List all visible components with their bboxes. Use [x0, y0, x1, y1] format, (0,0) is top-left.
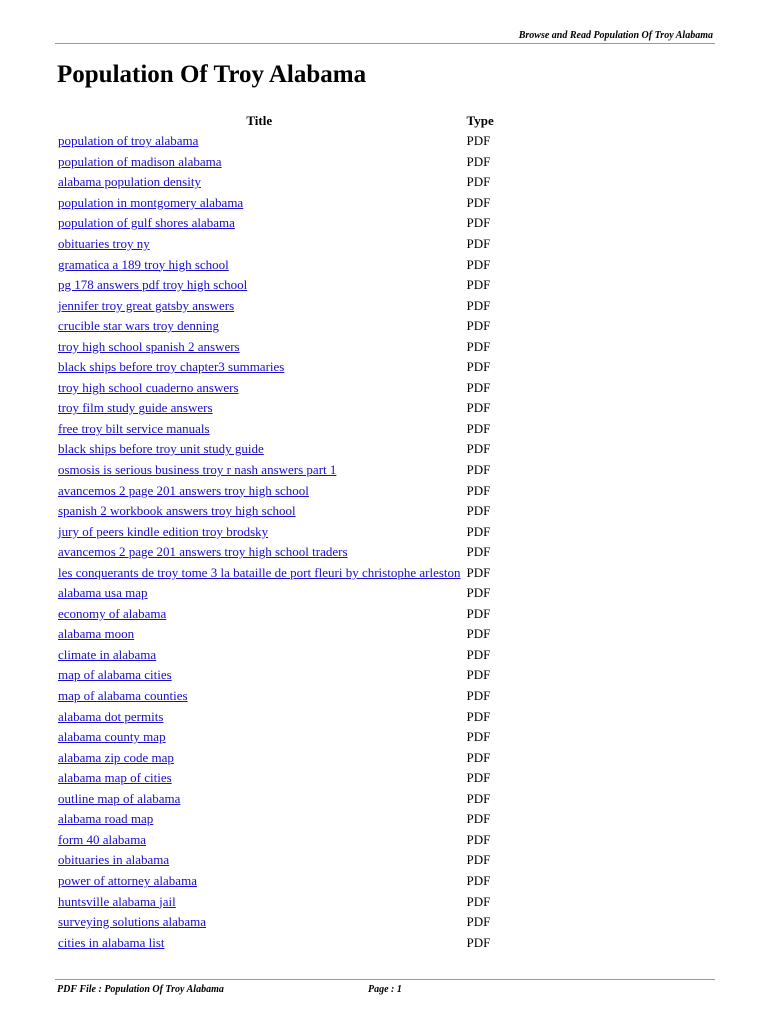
document-link[interactable]: huntsville alabama jail: [58, 893, 176, 909]
document-link[interactable]: gramatica a 189 troy high school: [58, 256, 229, 272]
row-title-cell: [55, 172, 464, 193]
table-row: [55, 830, 497, 851]
document-link[interactable]: obituaries in alabama: [58, 852, 170, 868]
table-row: [55, 562, 497, 583]
document-link[interactable]: alabama map of cities: [58, 770, 172, 786]
row-title-cell: [55, 398, 464, 419]
row-title-cell: [55, 706, 464, 727]
row-title-cell: [55, 213, 464, 234]
table-row: [55, 850, 497, 871]
row-title-cell: [55, 439, 464, 460]
table-row: [55, 234, 497, 255]
table-row: [55, 316, 497, 337]
row-title-cell: [55, 460, 464, 481]
row-type-cell: PDF: [466, 934, 491, 950]
footer-page-number: Page : 1: [368, 984, 402, 995]
document-title: Population Of Troy Alabama: [57, 61, 367, 88]
column-header-type: Type: [466, 112, 494, 128]
row-type-cell: PDF: [466, 379, 491, 395]
document-link[interactable]: obituaries troy ny: [58, 236, 150, 251]
header-divider: [55, 43, 715, 44]
table-row: [55, 439, 497, 460]
table-row: [55, 131, 497, 152]
document-link[interactable]: free troy bilt service manuals: [58, 420, 210, 436]
document-link[interactable]: troy high school spanish 2 answers: [58, 338, 240, 354]
row-title-cell: [55, 789, 464, 810]
row-title-cell: [55, 521, 464, 542]
table-row: [55, 357, 497, 378]
table-row: [55, 521, 497, 542]
table-row: [55, 706, 497, 727]
document-link[interactable]: alabama moon: [58, 626, 135, 642]
row-type-cell: PDF: [466, 174, 491, 190]
document-link[interactable]: map of alabama counties: [58, 688, 188, 704]
footer-file-label: PDF File : Population Of Troy Alabama: [57, 984, 224, 995]
document-link[interactable]: troy film study guide answers: [58, 400, 213, 416]
document-link[interactable]: population of madison alabama: [58, 153, 222, 169]
table-row: [55, 295, 497, 316]
document-link[interactable]: osmosis is serious business troy r nash answers part 1: [58, 462, 337, 478]
table-row: [55, 480, 497, 501]
document-link[interactable]: alabama usa map: [58, 585, 148, 601]
table-row: [55, 213, 497, 234]
document-link[interactable]: population of troy alabama: [58, 133, 199, 149]
row-title-cell: [55, 316, 464, 337]
table-row: [55, 871, 497, 892]
row-title-cell: [55, 604, 464, 625]
page-header-text: Browse and Read Population Of Troy Alabama: [518, 30, 713, 41]
document-link[interactable]: jennifer troy great gatsby answers: [58, 297, 235, 313]
row-type-cell: PDF: [466, 277, 491, 293]
column-header-title: Title: [246, 112, 273, 128]
row-title-cell: [55, 645, 464, 666]
row-title-cell: [55, 501, 464, 522]
table-row: [55, 336, 497, 357]
row-type-cell: PDF: [466, 831, 491, 847]
document-link[interactable]: avancemos 2 page 201 answers troy high school: [58, 482, 309, 498]
document-link[interactable]: population in montgomery alabama: [58, 194, 244, 210]
row-type-cell: PDF: [466, 770, 491, 786]
row-type-cell: PDF: [466, 852, 491, 868]
row-title-cell: [55, 378, 464, 399]
row-type-cell: PDF: [466, 420, 491, 436]
row-type-cell: PDF: [466, 790, 491, 806]
row-title-cell: [55, 336, 464, 357]
row-type-cell: PDF: [466, 503, 491, 519]
row-type-cell: PDF: [466, 297, 491, 313]
table-row: [55, 912, 497, 933]
row-type-cell: PDF: [466, 564, 491, 580]
row-title-cell: [55, 727, 464, 748]
row-title-cell: [55, 768, 464, 789]
table-row: [55, 686, 497, 707]
row-title-cell: [55, 295, 464, 316]
row-title-cell: [55, 357, 464, 378]
table-row: [55, 583, 497, 604]
row-title-cell: [55, 665, 464, 686]
row-type-cell: PDF: [466, 708, 491, 724]
row-title-cell: [55, 686, 464, 707]
row-type-cell: PDF: [466, 729, 491, 745]
row-title-cell: [55, 131, 464, 152]
table-row: [55, 254, 497, 275]
table-row: [55, 378, 497, 399]
row-type-cell: PDF: [466, 215, 491, 231]
table-row: [55, 624, 497, 645]
row-type-cell: PDF: [466, 893, 491, 909]
table-body: [55, 131, 497, 953]
document-link[interactable]: outline map of alabama: [58, 790, 181, 806]
row-type-cell: PDF: [466, 153, 491, 169]
document-link[interactable]: crucible star wars troy denning: [58, 318, 220, 334]
row-type-cell: PDF: [466, 626, 491, 642]
document-link[interactable]: map of alabama cities: [58, 667, 172, 683]
table-row: [55, 419, 497, 440]
row-type-cell: PDF: [466, 667, 491, 683]
row-title-cell: [55, 254, 464, 275]
document-link[interactable]: troy high school cuaderno answers: [58, 379, 239, 395]
row-title-cell: [55, 562, 464, 583]
row-type-cell: PDF: [466, 482, 491, 498]
document-link[interactable]: climate in alabama: [58, 646, 157, 662]
document-link[interactable]: alabama dot permits: [58, 708, 164, 724]
table-row: [55, 604, 497, 625]
row-type-cell: PDF: [466, 585, 491, 601]
table-row: [55, 747, 497, 768]
row-type-cell: PDF: [466, 256, 491, 272]
row-type-cell: PDF: [466, 523, 491, 539]
document-link[interactable]: spanish 2 workbook answers troy high school: [58, 503, 296, 519]
row-title-cell: [55, 891, 464, 912]
table-row: [55, 727, 497, 748]
document-link[interactable]: alabama county map: [58, 729, 166, 745]
document-link[interactable]: alabama population density: [58, 174, 201, 190]
table-row: [55, 152, 497, 173]
row-title-cell: [55, 152, 464, 173]
row-title-cell: [55, 912, 464, 933]
table-row: [55, 809, 497, 830]
document-link[interactable]: black ships before troy unit study guide: [58, 441, 264, 457]
table-row: [55, 665, 497, 686]
row-type-cell: PDF: [466, 236, 491, 251]
document-link[interactable]: alabama zip code map: [58, 749, 174, 765]
table-row: [55, 768, 497, 789]
document-link[interactable]: black ships before troy chapter3 summaries: [58, 359, 285, 375]
row-title-cell: [55, 809, 464, 830]
table-row: [55, 891, 497, 912]
row-type-cell: PDF: [466, 338, 491, 354]
row-title-cell: [55, 234, 464, 255]
table-row: [55, 193, 497, 214]
row-title-cell: [55, 850, 464, 871]
row-title-cell: [55, 932, 464, 953]
document-link[interactable]: form 40 alabama: [58, 831, 147, 847]
row-type-cell: PDF: [466, 441, 491, 457]
row-title-cell: [55, 583, 464, 604]
document-link[interactable]: economy of alabama: [58, 605, 167, 621]
row-type-cell: PDF: [466, 646, 491, 662]
table-row: [55, 275, 497, 296]
document-link[interactable]: surveying solutions alabama: [58, 914, 207, 930]
row-type-cell: PDF: [466, 359, 491, 375]
row-title-cell: [55, 419, 464, 440]
row-type-cell: PDF: [466, 400, 491, 416]
footer-divider: [55, 979, 715, 980]
document-link[interactable]: cities in alabama list: [58, 934, 165, 950]
row-type-cell: PDF: [466, 872, 491, 888]
row-title-cell: [55, 871, 464, 892]
row-type-cell: PDF: [466, 318, 491, 334]
document-link[interactable]: les conquerants de troy tome 3 la bataille de port fleuri by christophe arleston: [58, 564, 461, 580]
document-link[interactable]: avancemos 2 page 201 answers troy high school traders: [58, 544, 348, 560]
row-type-cell: PDF: [466, 194, 491, 210]
document-link[interactable]: alabama road map: [58, 811, 154, 827]
table-row: [55, 789, 497, 810]
document-link[interactable]: jury of peers kindle edition troy brodsky: [58, 523, 269, 539]
row-type-cell: PDF: [466, 811, 491, 827]
table-row: [55, 542, 497, 563]
row-type-cell: PDF: [466, 749, 491, 765]
row-title-cell: [55, 193, 464, 214]
table-header-row: [55, 110, 497, 131]
row-title-cell: [55, 480, 464, 501]
row-title-cell: [55, 830, 464, 851]
document-link[interactable]: power of attorney alabama: [58, 872, 197, 888]
table-row: [55, 172, 497, 193]
row-title-cell: [55, 275, 464, 296]
row-type-cell: PDF: [466, 914, 491, 930]
table-row: [55, 501, 497, 522]
row-title-cell: [55, 542, 464, 563]
documents-table: [55, 110, 497, 953]
row-type-cell: PDF: [466, 133, 491, 149]
row-title-cell: [55, 747, 464, 768]
row-type-cell: PDF: [466, 462, 491, 478]
document-link[interactable]: pg 178 answers pdf troy high school: [58, 277, 248, 293]
table-row: [55, 398, 497, 419]
table-row: [55, 460, 497, 481]
row-type-cell: PDF: [466, 688, 491, 704]
row-type-cell: PDF: [466, 544, 491, 560]
document-link[interactable]: population of gulf shores alabama: [58, 215, 235, 231]
table-row: [55, 932, 497, 953]
row-type-cell: PDF: [466, 605, 491, 621]
row-title-cell: [55, 624, 464, 645]
table-row: [55, 645, 497, 666]
